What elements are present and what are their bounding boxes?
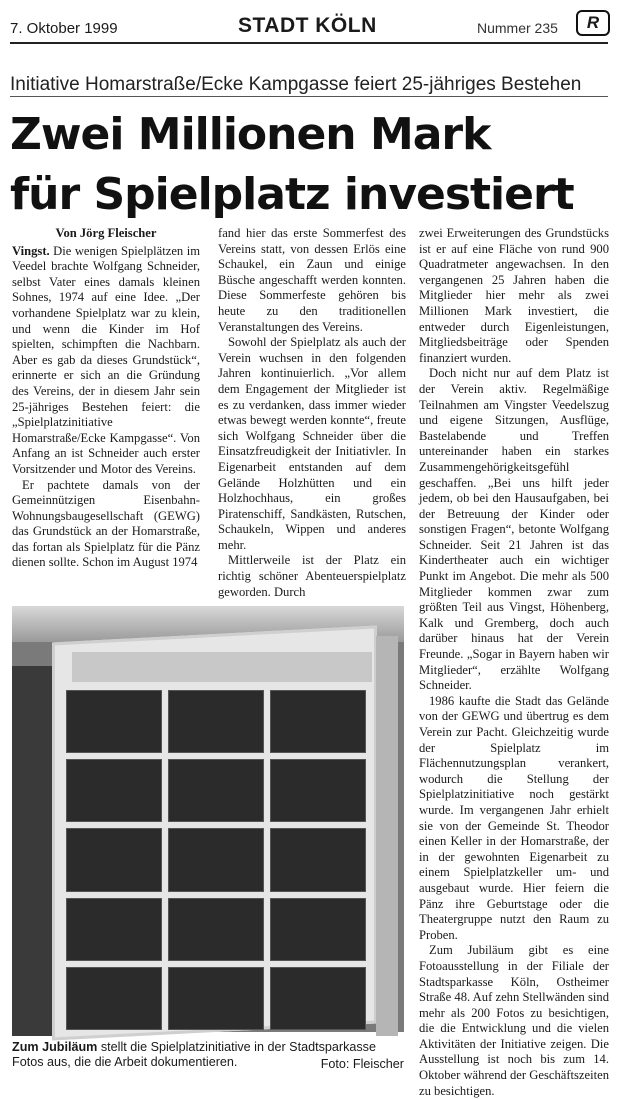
paragraph [12,244,200,478]
photo-tile [66,759,162,822]
photo-tile [270,898,366,961]
byline: Von Jörg Fleischer [55,226,157,240]
paragraph: Mittlerweile ist der Platz ein richtig schöner Abenteuerspielplatz geworden. Durch [218,553,406,599]
photo-board-banner [72,652,372,682]
paragraph: fand hier das erste Sommerfest des Vereins statt, von dessen Erlös eine Schaukel, ein Zaun und einige Büsche angeschafft werden konnten. Diese Sommerfeste gehören bis heute zu den traditionellen Veranstaltungen des Vereins. [218,226,406,334]
caption-text: stellt die Spielplatzinitiative in der Stadtsparkasse Fotos aus, die die Arbeit dokumentieren. [12,1040,376,1069]
paragraph: zwei Erweiterungen des Grundstücks ist er auf eine Fläche von rund 900 Quadratmeter angewachsen. In den vergangenen 25 Jahren haben die Mitglieder hier mehr als zwei Millionen Mark investiert, die entweder durch Eigenleistungen, Mitgliedsbeiträge oder Spenden finanziert wurden. [419,226,609,365]
issue-number: Nummer 235 [477,20,558,36]
photo-tile [168,898,264,961]
photo-tile [66,967,162,1030]
photo-tile [270,967,366,1030]
publication-logo-icon: R [576,10,610,36]
paragraph: 1986 kaufte die Stadt das Gelände von der GEWG und übertrug es dem Verein zur Pacht. Gleichzeitig wurde der Spielplatz im Flächennutzungsplan verankert, wodurch die Stellung der Spielplatzinitiative noch gestärkt wurde. Im vergangenen Jahr erhielt sie von der Gemeinde St. Theodor einen Keller in der Homarstraße, der in der gewohnten Eigenarbeit zu einem Spielplatzkeller um- und ausgebaut wurde. Hier feiern die Pänz ihre Geburtstage oder die Theatergruppe nutzt den Raum zu Proben. [419,693,609,942]
headline-line-1: Zwei Millionen Mark [10,109,491,160]
photo-tile [270,759,366,822]
issue-date: 7. Oktober 1999 [10,20,118,37]
photo-tile [168,759,264,822]
caption-lead: Zum Jubiläum [12,1040,98,1054]
paragraph-text: Die wenigen Spielplätzen im Veedel brachte Wolfgang Schneider, selbst Vater eines damals kleinen Sohnes, 1974 auf eine Idee. „Der vorhandene Spielplatz war zu klein, und wenn die Kinder im Hof spielten, schimpften die Nachbarn. Aber es gab da dieses Grundstück“, erinnerte er sich an die Gründung des Vereins, der in diesem Jahr sein 25-jähriges Bestehen feiert: die „Spielplatzinitiative Homarstraße/Ecke Kampgasse“. Von Anfang an ist Schneider auch erster Vorsitzender und Motor des Vereins. [12,243,200,476]
photo-tile [66,898,162,961]
section-title: STADT KÖLN [238,14,377,37]
article-headline [10,105,608,225]
article-column-1 [12,226,200,590]
photo-caption [12,1040,404,1070]
photo-tile [168,967,264,1030]
photo-pillar [376,636,398,1036]
paragraph: Er pachtete damals von der Gemeinnützigen Eisenbahn-Wohnungsbaugesellschaft (GEWG) das Grundstück an der Homarstraße, das fortan als Spielplatz für die Pänz dienen sollte. Schon im August 1974 [12,477,200,570]
article-column-3 [419,226,609,1098]
dateline: Vingst. [12,243,50,258]
photo-tile [168,828,264,891]
article-column-2 [218,226,406,599]
photo-plant [12,666,56,1036]
headline-line-2: für Spielplatz investiert [10,169,574,220]
photo-credit: Foto: Fleischer [320,1057,404,1071]
photo-tile [66,828,162,891]
article-kicker: Initiative Homarstraße/Ecke Kampgasse feiert 25-jähriges Bestehen [10,74,608,97]
paragraph: Sowohl der Spielplatz als auch der Verein wuchsen in den folgenden Jahren kontinuierlich. „Vor allem dem Engagement der Mitglieder ist es zu verdanken, dass immer wieder etwas bewegt werden konnte“, freute sich Wolfgang Schneider über die Einsatzfreudigkeit der Initiativler. In Eigenarbeit entstanden auf dem Gelände Holzhütten und ein Holzhochhaus, ein großes Piratenschiff, Sandkästen, Rutschen, Schaukeln, Wippen und anderes mehr. [218,335,406,552]
photo-collage-grid [66,690,366,1030]
photo-tile [270,828,366,891]
photo-tile [66,690,162,753]
photo-tile [168,690,264,753]
masthead [10,6,608,44]
photo-tile [270,690,366,753]
exhibition-photo [12,606,404,1032]
paragraph: Zum Jubiläum gibt es eine Fotoausstellung in der Filiale der Stadtsparkasse Köln, Ostheimer Straße 48. Auf zehn Stellwänden sind mehr als 200 Fotos zu besichtigen, die die Entwicklung und die vielen Aktivitäten der Initiative zeigen. Die Ausstellung ist noch bis zum 14. Oktober während der Geschäftszeiten zu besichtigen. [419,943,609,1098]
paragraph: Doch nicht nur auf dem Platz ist der Verein aktiv. Regelmäßige Teilnahmen am Vingster Veedelszug und eigene Sitzungen, Ausflüge, Bastelabende und Treffen untereinander haben ein starkes Zusammengehörigkeitsgefühl geschaffen. „Bei uns hilft jeder jedem, ob bei den Hausaufgaben, bei der Betreuung der Kinder oder sonstigen Fragen“, betonte Wolfgang Schneider. Seit 21 Jahren ist das Kindertheater auch ein wichtiger Punkt im Angebot. Die mehr als 500 Mitglieder kommen zwar zum größten Teil aus Vingst, Höhenberg, Kalk und Gremberg, doch auch darüber hinaus hat der Verein Freunde. „Sogar in Bayern haben wir Mitglieder“, erzählte Wolfgang Schneider. [419,366,609,693]
